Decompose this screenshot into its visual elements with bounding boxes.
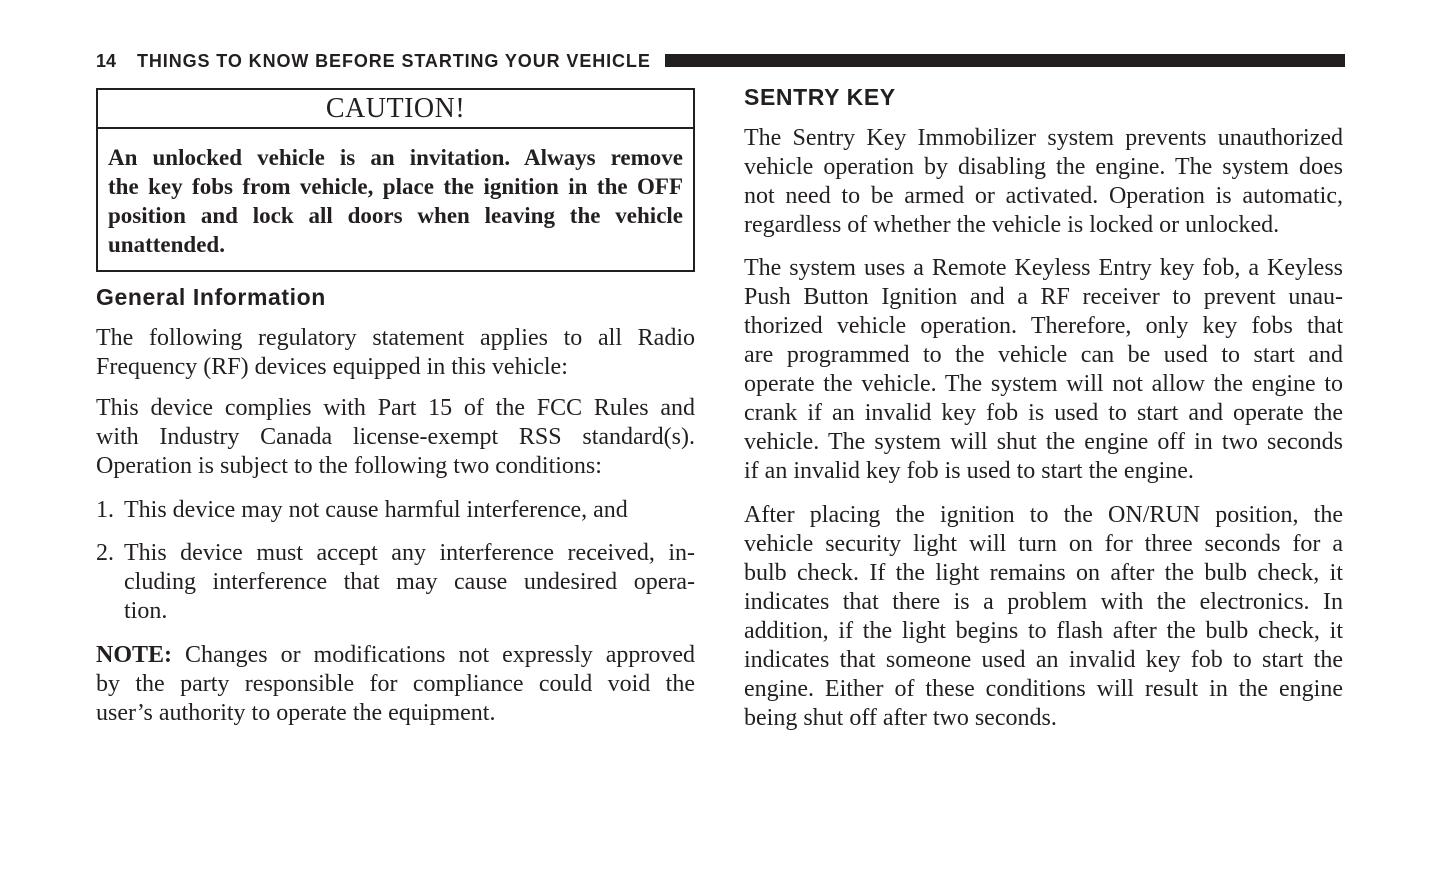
paragraph-line: thorized vehicle operation. Therefore, only key fobs that <box>744 313 1343 339</box>
paragraph-line <box>96 641 695 670</box>
paragraph-line: user’s authority to operate the equipment. <box>96 700 496 726</box>
paragraph-line: cluding interference that may cause undesired opera- <box>124 569 695 595</box>
paragraph-line: vehicle security light will turn on for three seconds for a <box>744 531 1343 557</box>
condition-list-item-2 <box>96 539 695 626</box>
list-item-text <box>124 496 695 525</box>
caution-line: the key fobs from vehicle, place the ignition in the OFF <box>108 174 683 199</box>
paragraph-line: vehicle operation by disabling the engine. The system does <box>744 154 1343 180</box>
caution-title: CAUTION! <box>98 90 693 129</box>
sentry-key-paragraph-3 <box>744 501 1343 733</box>
sentry-key-paragraph-2 <box>744 254 1343 486</box>
section-title: THINGS TO KNOW BEFORE STARTING YOUR VEHICLE <box>137 51 651 71</box>
list-number: 2. <box>96 540 114 566</box>
paragraph-line: Frequency (RF) devices equipped in this vehicle: <box>96 354 568 380</box>
paragraph-line: are programmed to the vehicle can be used to start and <box>744 342 1343 368</box>
paragraph-line: engine. Either of these conditions will result in the engine <box>744 676 1343 702</box>
sentry-key-paragraph-1 <box>744 124 1343 240</box>
caution-line: unattended. <box>108 232 225 257</box>
paragraph-line: being shut off after two seconds. <box>744 705 1057 731</box>
paragraph-line: if an invalid key fob is used to start the engine. <box>744 458 1194 484</box>
paragraph-line: This device complies with Part 15 of the FCC Rules and <box>96 395 695 421</box>
paragraph-line: vehicle. The system will shut the engine off in two seconds <box>744 429 1343 455</box>
paragraph-line: bulb check. If the light remains on after the bulb check, it <box>744 560 1343 586</box>
note-paragraph <box>96 641 695 728</box>
list-item-text <box>124 539 695 626</box>
paragraph-line: crank if an invalid key fob is used to start and operate the <box>744 400 1343 426</box>
note-label: NOTE: <box>96 642 173 668</box>
caution-box <box>96 88 695 272</box>
paragraph-line: The following regulatory statement applies to all Radio <box>96 325 695 351</box>
list-number: 1. <box>96 497 114 523</box>
paragraph-line: The system uses a Remote Keyless Entry key fob, a Keyless <box>744 255 1343 281</box>
page-number: 14 <box>96 51 117 71</box>
paragraph-line: indicates that someone used an invalid key fob to start the <box>744 647 1343 673</box>
paragraph-line: not need to be armed or activated. Operation is automatic, <box>744 183 1343 209</box>
paragraph-line: regardless of whether the vehicle is locked or unlocked. <box>744 212 1280 238</box>
paragraph-line: This device may not cause harmful interference, and <box>124 497 628 523</box>
general-information-heading: General Information <box>96 284 326 310</box>
condition-list-item-1 <box>96 496 695 525</box>
caution-line: An unlocked vehicle is an invitation. Always remove <box>108 145 683 170</box>
note-text: Changes or modifications not expressly approved <box>184 642 696 668</box>
paragraph-line: by the party responsible for compliance could void the <box>96 671 695 697</box>
paragraph-line: After placing the ignition to the ON/RUN position, the <box>744 502 1343 528</box>
caution-line: position and lock all doors when leaving the vehicle <box>108 203 683 228</box>
paragraph-line: indicates that there is a problem with the electronics. In <box>744 589 1343 615</box>
paragraph-line: with Industry Canada license-exempt RSS standard(s). <box>96 424 695 450</box>
caution-text <box>98 129 693 259</box>
paragraph-line: tion. <box>124 598 168 624</box>
paragraph-line: Operation is subject to the following two conditions: <box>96 453 602 479</box>
header-rule <box>665 54 1345 67</box>
paragraph-line: Push Button Ignition and a RF receiver to prevent unau- <box>744 284 1343 310</box>
general-information-paragraph-2 <box>96 394 695 481</box>
paragraph-line: addition, if the light begins to flash after the bulb check, it <box>744 618 1343 644</box>
paragraph-line: This device must accept any interference received, in- <box>124 540 695 566</box>
sentry-key-heading: SENTRY KEY <box>744 84 896 110</box>
general-information-paragraph-1 <box>96 324 695 382</box>
paragraph-line: The Sentry Key Immobilizer system prevents unauthorized <box>744 125 1343 151</box>
paragraph-line: operate the vehicle. The system will not allow the engine to <box>744 371 1343 397</box>
